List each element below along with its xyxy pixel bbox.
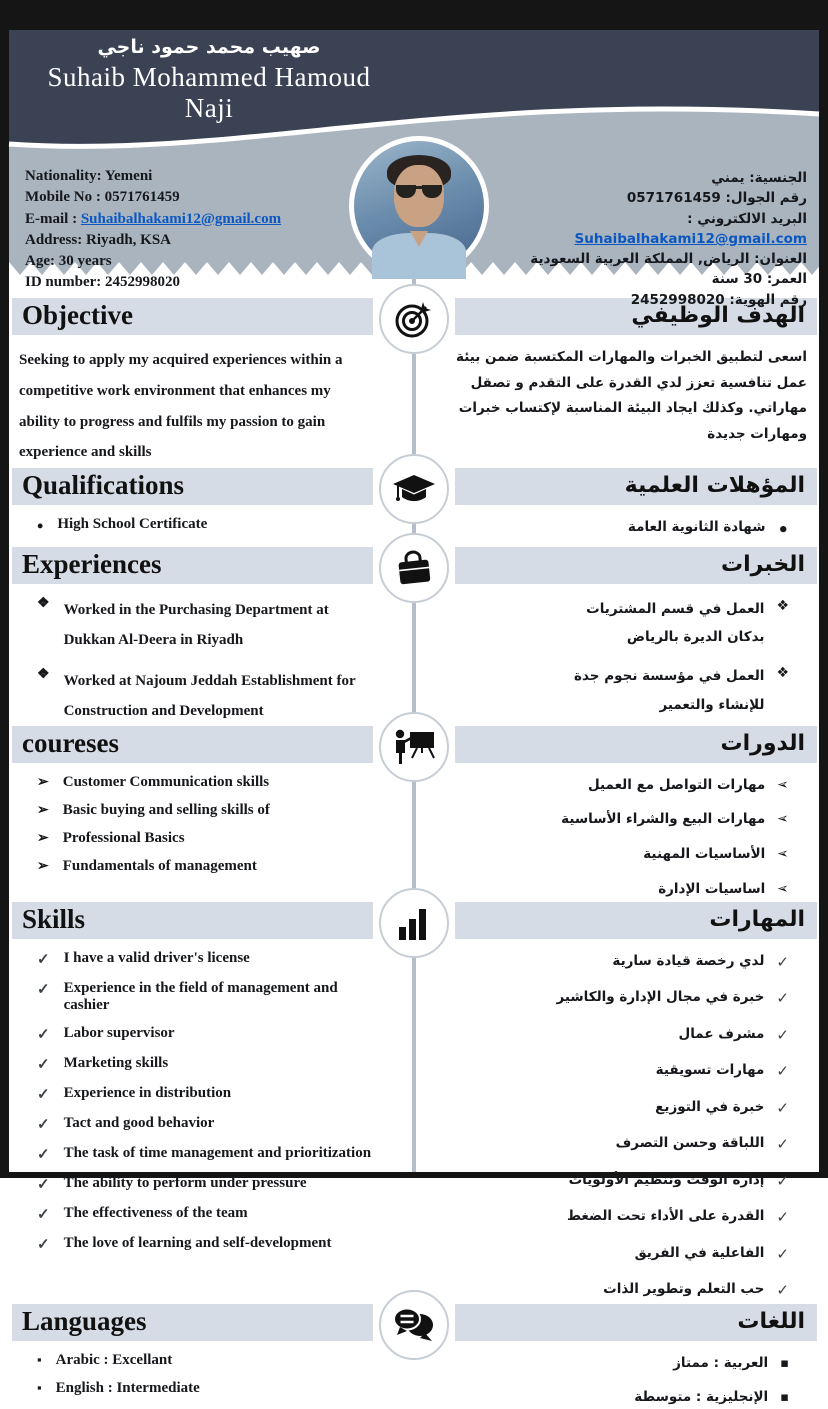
check-icon — [37, 1085, 50, 1104]
square-bullet-icon — [780, 1386, 789, 1409]
id-number-ar: رقم الهوية: 2452998020 — [630, 291, 807, 308]
address-en: Address: Riyadh, KSA — [25, 231, 172, 248]
list-item: • شهادة الثانوية العامة — [451, 516, 819, 547]
list-item: ➢ مهارات البيع والشراء الأساسية — [451, 808, 819, 832]
check-icon — [37, 1205, 50, 1224]
objective-arabic — [451, 298, 819, 468]
list-item: ✓ Labor supervisor — [9, 1025, 377, 1044]
list-item: ✓ خبرة في التوزيع — [451, 1096, 819, 1122]
objective-english — [9, 298, 377, 468]
list-item: ✓ مشرف عمال — [451, 1023, 819, 1049]
list-item: ✓ The task of time management and prioritization — [9, 1145, 377, 1164]
age-en: Age: 30 years — [25, 253, 112, 270]
mobile-en: Mobile No : 0571761459 — [25, 189, 180, 206]
arrow-bullet-icon — [37, 774, 49, 791]
list-item: ✓ لدي رخصة قيادة سارية — [451, 950, 819, 976]
email-line-ar: البريد الالكتروني : Suhaibalhakami12@gmail.com — [574, 210, 807, 247]
section-heading-skills-en: Skills — [12, 902, 373, 939]
courses-arabic — [451, 726, 819, 902]
profile-photo — [349, 136, 489, 276]
list-item: ✓ Marketing skills — [9, 1055, 377, 1074]
list-item: ➢ الأساسيات المهنية — [451, 843, 819, 867]
diamond-bullet-icon — [776, 595, 789, 652]
bullet-icon — [37, 516, 43, 537]
square-bullet-icon — [780, 1352, 789, 1375]
check-icon — [776, 1023, 789, 1049]
list-item: ▪ الإنجليزية : متوسطة — [451, 1386, 819, 1409]
section-heading-courses-en: coureses — [12, 726, 373, 763]
list-item: ✓ الفاعلية في الفريق — [451, 1242, 819, 1268]
arrow-bullet-icon — [777, 843, 789, 867]
name-arabic: صهيب محمد حمود ناجي — [97, 36, 321, 58]
languages-english — [9, 1304, 377, 1409]
check-icon — [37, 1145, 50, 1164]
list-item: ✓ The effectiveness of the team — [9, 1205, 377, 1224]
cv-page — [9, 30, 819, 1405]
briefcase-icon — [379, 533, 449, 603]
section-heading-qualifications-ar: المؤهلات العلمية — [455, 468, 817, 505]
contact-info-arabic — [477, 168, 807, 310]
presentation-icon — [379, 712, 449, 782]
qualifications-english — [9, 468, 377, 547]
list-item: ❖ Worked in the Purchasing Department at Dukkan Al-Deera in Riyadh — [9, 595, 377, 655]
bullet-icon — [777, 516, 789, 547]
cv-body — [9, 298, 819, 1409]
skills-english — [9, 902, 377, 1304]
id-number-en: ID number: 2452998020 — [25, 274, 181, 291]
list-item: ✓ حب التعلم وتطوير الذات — [451, 1278, 819, 1304]
check-icon — [776, 950, 789, 976]
email-link-ar[interactable]: Suhaibalhakami12@gmail.com — [574, 230, 807, 247]
list-item: ➢ Fundamentals of management — [9, 858, 377, 875]
bar-chart-icon — [379, 888, 449, 958]
courses-english — [9, 726, 377, 902]
list-item: • High School Certificate — [9, 516, 377, 537]
list-item: ➢ اساسيات الإدارة — [451, 878, 819, 902]
list-item: ▪ Arabic : Excellant — [9, 1352, 377, 1369]
section-objective — [9, 298, 819, 468]
section-languages — [9, 1304, 819, 1409]
diamond-bullet-icon — [776, 662, 789, 719]
check-icon — [37, 1175, 50, 1194]
section-heading-skills-ar: المهارات — [455, 902, 817, 939]
list-item: ✓ Experience in the field of management and cashier — [9, 980, 377, 1014]
chat-bubbles-icon — [379, 1290, 449, 1360]
list-item: ❖ Worked at Najoum Jeddah Establishment for Construction and Development — [9, 666, 377, 726]
age-ar: العمر: 30 سنة — [711, 271, 807, 288]
arrow-bullet-icon — [777, 878, 789, 902]
check-icon — [776, 1205, 789, 1231]
address-ar: العنوان: الرياض, المملكة العربية السعودية — [530, 251, 807, 267]
list-item: ▪ العربية : ممتاز — [451, 1352, 819, 1375]
arrow-bullet-icon — [37, 830, 49, 847]
list-item: ➢ Basic buying and selling skills of — [9, 802, 377, 819]
arrow-bullet-icon — [37, 802, 49, 819]
list-item: ✓ اللباقة وحسن التصرف — [451, 1132, 819, 1158]
arrow-bullet-icon — [37, 858, 49, 875]
check-icon — [776, 1169, 789, 1195]
check-icon — [776, 1132, 789, 1158]
list-item: ❖ العمل في قسم المشتريات بدكان الديرة بالرياض — [549, 595, 819, 652]
section-heading-languages-en: Languages — [12, 1304, 373, 1341]
check-icon — [776, 1096, 789, 1122]
section-heading-languages-ar: اللغات — [455, 1304, 817, 1341]
list-item: ✓ Experience in distribution — [9, 1085, 377, 1104]
section-experiences — [9, 547, 819, 726]
section-heading-experiences-ar: الخبرات — [455, 547, 817, 584]
name-english: Suhaib Mohammed Hamoud Naji — [47, 62, 371, 123]
diamond-bullet-icon — [37, 666, 50, 726]
list-item: ➢ Customer Communication skills — [9, 774, 377, 791]
email-line-en: E-mail : Suhaibalhakami12@gmail.com — [25, 210, 282, 227]
nationality-ar: الجنسية: يمني — [711, 170, 807, 186]
sunglasses — [395, 185, 443, 199]
diamond-bullet-icon — [37, 595, 50, 655]
list-item: ✓ Tact and good behavior — [9, 1115, 377, 1134]
list-item: ✓ مهارات تسويقية — [451, 1059, 819, 1085]
list-item: ➢ Professional Basics — [9, 830, 377, 847]
skills-arabic — [451, 902, 819, 1304]
check-icon — [776, 1242, 789, 1268]
section-heading-courses-ar: الدورات — [455, 726, 817, 763]
list-item: ✓ خبرة في مجال الإدارة والكاشير — [451, 986, 819, 1012]
experiences-english — [9, 547, 377, 726]
check-icon — [37, 1025, 50, 1044]
square-bullet-icon — [37, 1380, 42, 1397]
check-icon — [37, 950, 50, 969]
check-icon — [37, 1115, 50, 1134]
square-bullet-icon — [37, 1352, 42, 1369]
list-item: ▪ English : Intermediate — [9, 1380, 377, 1397]
section-heading-objective-ar: الهدف الوظيفي — [455, 298, 817, 335]
experiences-arabic — [451, 547, 819, 726]
list-item: ➢ مهارات التواصل مع العميل — [451, 774, 819, 798]
check-icon — [776, 1059, 789, 1085]
list-item: ✓ The ability to perform under pressure — [9, 1175, 377, 1194]
name-block — [29, 36, 389, 124]
mobile-ar: رقم الجوال: 0571761459 — [626, 190, 807, 207]
objective-text-en: Seeking to apply my acquired experiences within a competitive work environment that enhances my ability to progress and fulfils my passion to gain experience and skills — [19, 352, 343, 461]
list-item: ✓ القدرة على الأداء تحت الضغط — [451, 1205, 819, 1231]
nationality-en: Nationality: Yemeni — [25, 168, 153, 184]
list-item: ❖ العمل في مؤسسة نجوم جدة للإنشاء والتعمير — [549, 662, 819, 719]
graduation-cap-icon — [379, 454, 449, 524]
list-item: ✓ إدارة الوقت وتنظيم الأولويات — [451, 1169, 819, 1195]
target-icon — [379, 284, 449, 354]
arrow-bullet-icon — [777, 774, 789, 798]
objective-text-ar: اسعى لتطبيق الخبرات والمهارات المكتسبة ضمن بيئة عمل تنافسية تعزز لدي القدرة على التقدم و تصقل مهاراتي. وكذلك ايجاد البيئة المناسبة لإكتساب خبرات ومهارات جديدة — [456, 349, 807, 442]
section-heading-experiences-en: Experiences — [12, 547, 373, 584]
languages-arabic — [451, 1304, 819, 1409]
section-courses — [9, 726, 819, 902]
list-item: ✓ I have a valid driver's license — [9, 950, 377, 969]
qualifications-arabic — [451, 468, 819, 547]
email-link-en[interactable]: Suhaibalhakami12@gmail.com — [80, 210, 282, 227]
section-heading-objective-en: Objective — [12, 298, 373, 335]
arrow-bullet-icon — [777, 808, 789, 832]
section-heading-qualifications-en: Qualifications — [12, 468, 373, 505]
check-icon — [37, 1055, 50, 1074]
check-icon — [776, 1278, 789, 1304]
check-icon — [37, 1235, 50, 1254]
contact-info-english — [25, 166, 347, 294]
list-item: ✓ The love of learning and self-development — [9, 1235, 377, 1254]
check-icon — [776, 986, 789, 1012]
check-icon — [37, 980, 50, 1014]
section-skills — [9, 902, 819, 1304]
